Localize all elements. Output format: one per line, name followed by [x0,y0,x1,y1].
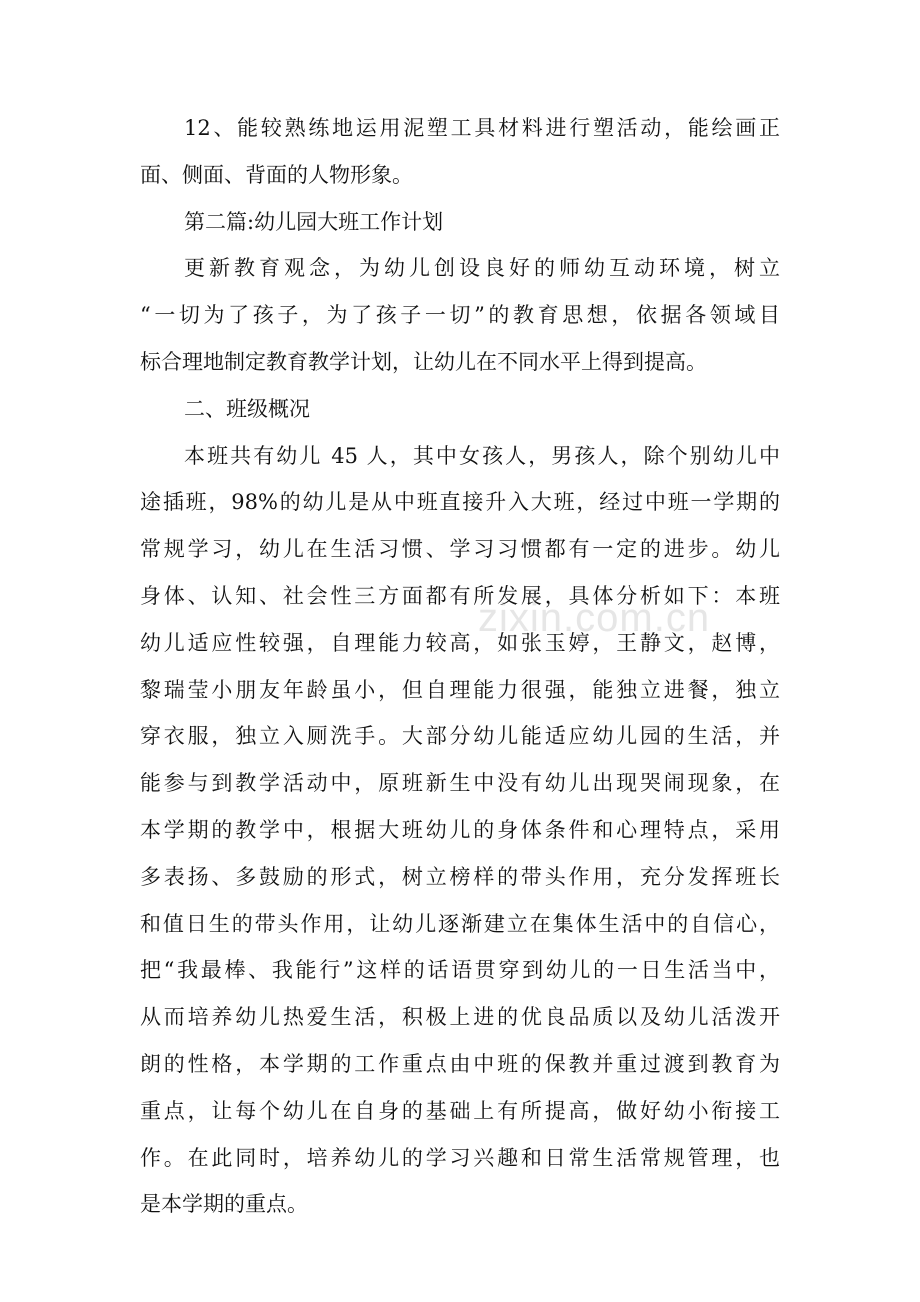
paragraph-line: 标合理地制定教育教学计划，让幼儿在不同水平上得到提高。 [140,349,707,374]
paragraph-line: 本学期的教学中，根据大班幼儿的身体条件和心理特点，采用 [140,817,780,842]
paragraph-line: 黎瑞莹小朋友年龄虽小，但自理能力很强，能独立进餐，独立 [140,677,780,702]
paragraph-line: 常规学习，幼儿在生活习惯、学习习惯都有一定的进步。幼儿 [140,537,780,562]
paragraph-line: 身体、认知、社会性三方面都有所发展，具体分析如下：本班 [140,583,780,608]
paragraph-line: 和值日生的带头作用，让幼儿逐渐建立在集体生活中的自信心， [140,911,780,936]
paragraph-line: 从而培养幼儿热爱生活，积极上进的优良品质以及幼儿活泼开 [140,1005,780,1030]
paragraph-line: 多表扬、多鼓励的形式，树立榜样的带头作用，充分发挥班长 [140,864,780,889]
watermark: zixin.com.cn [478,596,711,640]
paragraph-line: 途插班，98%的幼儿是从中班直接升入大班，经过中班一学期的 [140,490,780,515]
paragraph-3 [140,436,780,1232]
paragraph-line: 能参与到教学活动中，原班新生中没有幼儿出现哭闹现象，在 [140,771,780,796]
paragraph-line: 幼儿适应性较强，自理能力较高，如张玉婷，王静文，赵博， [140,630,780,655]
paragraph-line: 穿衣服，独立入厕洗手。大部分幼儿能适应幼儿园的生活，并 [140,724,780,749]
paragraph-line: 本班共有幼儿 45 人，其中女孩人，男孩人，除个别幼儿中 [184,443,780,468]
paragraph-line: 面、侧面、背面的人物形象。 [140,162,413,187]
paragraph-line: 朗的性格，本学期的工作重点由中班的保教并重过渡到教育为 [140,1051,780,1076]
paragraph-line: 是本学期的重点。 [140,1192,308,1217]
section-heading: 二、班级概况 [184,396,310,421]
paragraph-line: 把“我最棒、我能行”这样的话语贯穿到幼儿的一日生活当中， [140,958,780,983]
section-heading: 第二篇:幼儿园大班工作计划 [184,209,444,234]
paragraph-1 [140,108,780,202]
paragraph-line: “一切为了孩子，为了孩子一切”的教育思想，依据各领域目 [140,303,780,328]
paragraph-2 [140,248,780,388]
paragraph-line: 作。在此同时，培养幼儿的学习兴趣和日常生活常规管理，也 [140,1145,780,1170]
paragraph-line: 12、能较熟练地运用泥塑工具材料进行塑活动，能绘画正 [184,116,780,140]
paragraph-line: 重点，让每个幼儿在自身的基础上有所提高，做好幼小衔接工 [140,1098,780,1123]
document-body [140,108,780,1231]
paragraph-line: 更新教育观念，为幼儿创设良好的师幼互动环境，树立 [184,256,780,281]
